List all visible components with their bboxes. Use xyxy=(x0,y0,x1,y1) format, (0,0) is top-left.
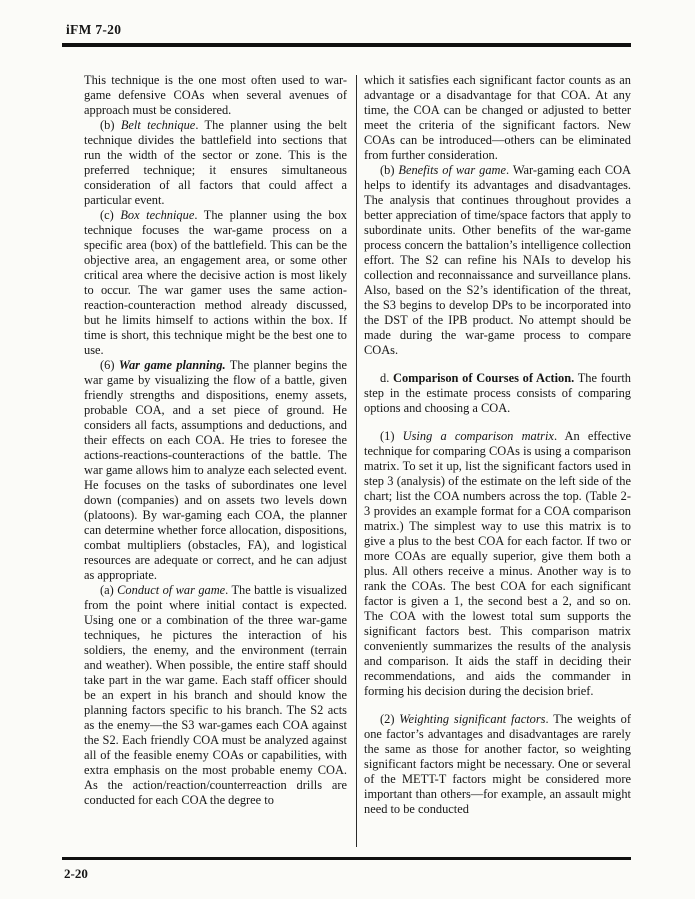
text-segment: (b) xyxy=(100,117,121,132)
left-column xyxy=(84,73,347,850)
text-segment: . War-gaming each COA helps to identify its advantages and disadvantages. The analysis that continues throughout provides a better appreciation of time/space factors that apply to subordinate units. Other benefits of the war-game process concern the battalion’s intelligence collection effort. The S2 can refine his NAIs to develop his collection and reconnaissance and surveillance plans. Also, based on the S2’s identification of the threat, the S3 begins to develop DPs to be incorporated into the DST of the IPB product. No attempt should be made during the war-game process to compare COAs. xyxy=(364,162,631,357)
right-column xyxy=(364,73,631,850)
text-segment: War game planning. xyxy=(118,357,226,372)
text-segment: Conduct of war game xyxy=(117,582,226,597)
text-segment: Benefits of war game xyxy=(398,162,506,177)
text-segment: This technique is the one most often used to war-game defensive COAs when several avenues of approach must be considered. xyxy=(84,72,347,117)
page-number: 2-20 xyxy=(64,866,88,881)
text-segment: . An effective technique for comparing COAs is using a comparison matrix. To set it up, list the significant factors used in step 3 (analysis) of the estimate on the left side of the chart; list the COA numbers across the top. (Table 2-3 provides an example format for a COA comparison matrix.) The simplest way to use this matrix is to give a plus to the best COA for each factor. If two or more COAs are equally superior, give them both a plus. All others receive a minus. Another way is to rank the COAs. The best COA for each significant factor is given a 1, the second best a 2, and so on. The COA with the lowest total sum supports the significant factors best. This comparison matrix conveniently summarizes the results of the analysis and comparison. It aids the staff in deciding their recommendations, and aids the commander in forming his decision during the decision brief. xyxy=(364,428,631,698)
text-segment: The planner begins the war game by visualizing the flow of a battle, given friendly strengths and dispositions, enemy assets, probable COA, and a set piece of ground. He considers all facts, assumptions and deductions, and their effects on each COA. He tries to foresee the actions-reactions-counteractions of the battle. The war game allows him to analyze each selected event. He focuses on the tasks of subordinates one level down (companies) and on assets two levels down (platoons). By war-gaming each COA, the planner can determine whether force allocation, dispositions, combat multipliers (obstacles, FA), and logistical resources are adequate or correct, and he can adjust as appropriate. xyxy=(84,357,347,582)
text-segment: . The battle is visualized from the point where initial contact is expected. Using one or a combination of the three war-game techniques, he pictures the interaction of his soldiers, the enemy, and the environment (terrain and weather). When possible, the entire staff should take part in the war game. Each staff officer should be an expert in his branch and should know the planning factors specific to his branch. The S2 acts as the enemy—the S3 war-games each COA against the S2. Each friendly COA must be analyzed against all of the feasible enemy COAs or capabilities, with extra emphasis on the most probable enemy COA. As the action/reaction/counterreaction drills are conducted for each COA the degree to xyxy=(84,582,347,807)
page-content xyxy=(62,47,631,858)
text-segment: (1) xyxy=(380,428,403,443)
page-header xyxy=(62,22,631,47)
text-segment: (c) xyxy=(100,207,121,222)
paragraph xyxy=(364,371,631,416)
text-segment: Belt technique xyxy=(120,117,196,132)
paragraph xyxy=(364,429,631,699)
text-segment: Weighting significant factors xyxy=(399,711,546,726)
header-title: iFM 7-20 xyxy=(66,22,122,37)
text-segment: The fourth step in the estimate process consists of comparing options and choosing a COA. xyxy=(364,370,631,415)
paragraph xyxy=(364,712,631,817)
paragraph xyxy=(84,73,347,118)
text-segment: Comparison of Courses of Action. xyxy=(393,370,575,385)
text-segment: d. xyxy=(380,370,394,385)
paragraph xyxy=(84,358,347,583)
paragraph xyxy=(84,208,347,358)
text-segment: (2) xyxy=(380,711,400,726)
text-segment: (a) xyxy=(100,582,118,597)
text-segment: . The planner using the belt technique divides the battlefield into sections that run the width of the sector or zone. This is the preferred technique; it ensures simultaneous consideration of all factors that could affect a particular event. xyxy=(84,117,347,207)
paragraph xyxy=(84,118,347,208)
column-divider xyxy=(356,75,357,848)
text-segment: Using a comparison matrix xyxy=(402,428,554,443)
paragraph xyxy=(364,163,631,358)
text-segment: Box technique xyxy=(120,207,195,222)
paragraph xyxy=(364,73,631,163)
paragraph xyxy=(84,583,347,808)
footer-rule xyxy=(62,857,631,860)
text-segment: . The weights of one factor’s advantages and disadvantages are rarely the same as those for another factor, so weighting significant factors might be necessary. One or several of the METT-T factors might be considered more important than others—for example, an assault might need to be conducted xyxy=(364,711,631,816)
text-segment: (b) xyxy=(380,162,399,177)
text-segment: which it satisfies each significant factor counts as an advantage or a disadvantage for that COA. At any time, the COA can be changed or adjusted to better meet the criteria of the significant factors. New COAs can be introduced—others can be eliminated from further consideration. xyxy=(364,72,631,162)
page-footer xyxy=(62,857,631,883)
text-segment: (6) xyxy=(100,357,119,372)
text-segment: . The planner using the box technique focuses the war-game process on a specific area (box) of the battlefield. This can be the objective area, an engagement area, or some other critical area where the decisive action is most likely to occur. The war gamer uses the same action-reaction-counteraction method already discussed, but he limits himself to actions within the box. If time is short, this technique might be the best one to use. xyxy=(84,207,348,357)
